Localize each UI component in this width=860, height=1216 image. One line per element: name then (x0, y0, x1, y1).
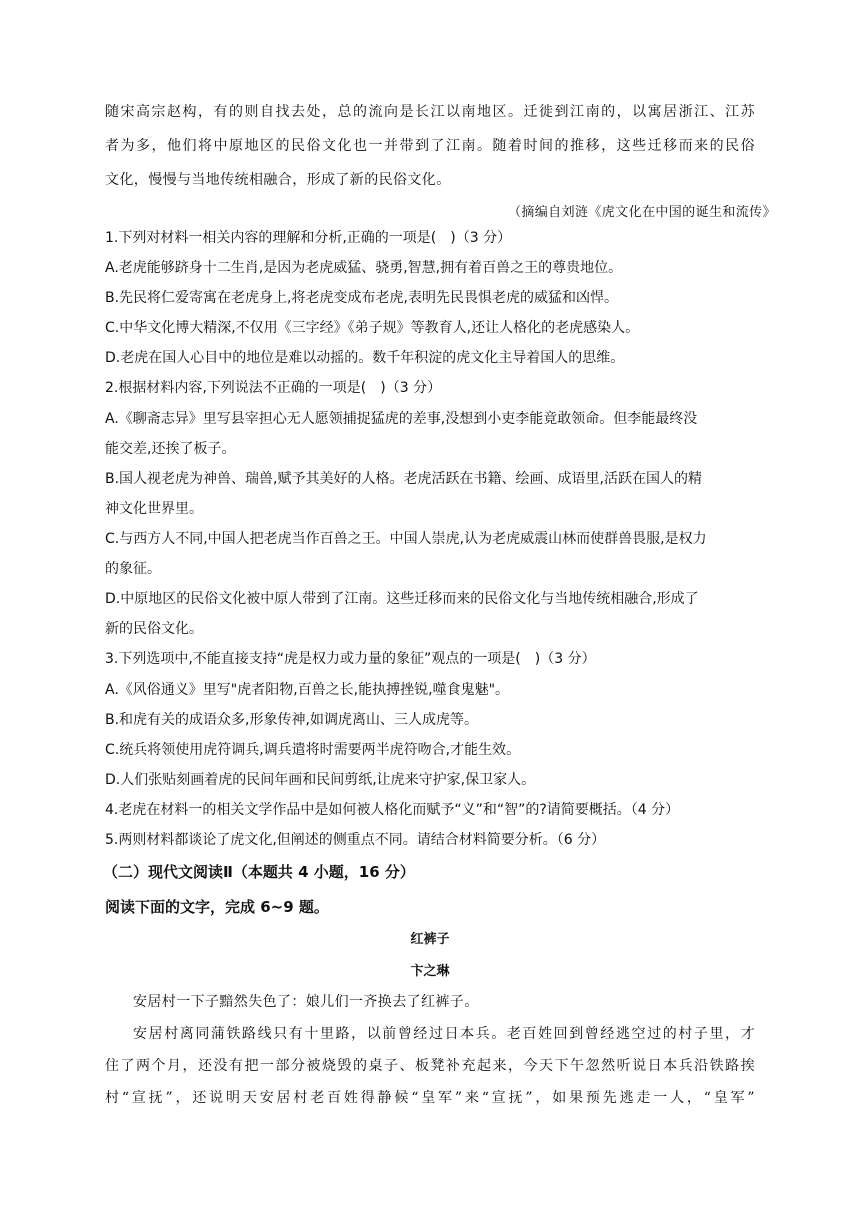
story-title: 红裤子 (410, 932, 450, 947)
question-1-stem: 1.下列对材料一相关内容的理解和分析,正确的一项是( )（3 分） (105, 230, 512, 246)
story-paragraph-2-line: 安居村离同蒲铁路线只有十里路，以前曾经过日本兵。老百姓回到曾经逃空过的村子里，才 (133, 1026, 755, 1042)
reading-instruction: 阅读下面的文字，完成 6~9 题。 (105, 898, 329, 916)
question-3-option-c: C.统兵将领使用虎符调兵,调兵遣将时需要两半虎符吻合,才能生效。 (105, 742, 521, 758)
story-paragraph-2-line: 住了两个月，还没有把一部分被烧毁的桌子、板凳补充起来，今天下午忽然听说日本兵沿铁路挨 (105, 1058, 755, 1074)
question-2-option-a-continued: 能交差,还挨了板子。 (105, 441, 236, 457)
question-2-stem: 2.根据材料内容,下列说法不正确的一项是( )（3 分） (105, 380, 442, 396)
material-text-line: 者为多，他们将中原地区的民俗文化也一并带到了江南。随着时间的推移，这些迁移而来的民俗 (105, 138, 755, 154)
question-2-option-d-continued: 新的民俗文化。 (105, 621, 203, 637)
question-3-option-a: A.《风俗通义》里写"虎者阳物,百兽之长,能执搏挫锐,噬食鬼魅"。 (105, 682, 510, 698)
material-text-line: 随宋高宗赵构，有的则自找去处，总的流向是长江以南地区。迁徙到江南的，以寓居浙江、江苏 (105, 104, 755, 120)
question-1-option-d: D.老虎在国人心目中的地位是难以动摇的。数千年积淀的虎文化主导着国人的思维。 (105, 350, 625, 366)
story-author: 卞之琳 (410, 964, 450, 979)
material-source: （摘编自刘涟《虎文化在中国的诞生和流传》 (507, 205, 776, 220)
question-1-option-a: A.老虎能够跻身十二生肖,是因为老虎威猛、骁勇,智慧,拥有着百兽之王的尊贵地位。 (105, 260, 623, 276)
question-4-stem: 4.老虎在材料一的相关文学作品中是如何被人格化而赋予“义”和“智”的?请简要概括。（4 分） (105, 802, 680, 818)
question-2-option-d: D.中原地区的民俗文化被中原人带到了江南。这些迁移而来的民俗文化与当地传统相融合,形成了 (105, 591, 699, 607)
question-2-option-a: A.《聊斋志异》里写县宰担心无人愿领捕捉猛虎的差事,没想到小吏李能竟敢领命。但李能最终没 (105, 411, 698, 427)
question-3-option-b: B.和虎有关的成语众多,形象传神,如调虎离山、三人成虎等。 (105, 712, 478, 728)
question-2-option-b-continued: 神文化世界里。 (105, 501, 203, 517)
section-heading: （二）现代文阅读Ⅱ（本题共 4 小题，16 分） (103, 863, 415, 881)
question-3-option-d: D.人们张贴刻画着虎的民间年画和民间剪纸,让虎来守护家,保卫家人。 (105, 772, 536, 788)
story-paragraph-2-line: 村“宣抚”，还说明天安居村老百姓得静候“皇军”来“宣抚”，如果预先逃走一人，“皇军” (105, 1090, 755, 1106)
question-1-option-c: C.中华文化博大精深,不仅用《三字经》《弟子规》等教育人,还让人格化的老虎感染人。 (105, 320, 640, 336)
question-5-stem: 5.两则材料都谈论了虎文化,但阐述的侧重点不同。请结合材料简要分析。（6 分） (105, 832, 606, 848)
question-2-option-b: B.国人视老虎为神兽、瑞兽,赋予其美好的人格。老虎活跃在书籍、绘画、成语里,活跃在国人的精 (105, 471, 702, 487)
question-1-option-b: B.先民将仁爱寄寓在老虎身上,将老虎变成布老虎,表明先民畏惧老虎的威猛和凶悍。 (105, 290, 618, 306)
story-paragraph-1: 安居村一下子黯然失色了：娘儿们一齐换去了红裤子。 (133, 994, 479, 1010)
question-2-option-c: C.与西方人不同,中国人把老虎当作百兽之王。中国人崇虎,认为老虎威震山林而使群兽畏服,是权力 (105, 531, 707, 547)
question-2-option-c-continued: 的象征。 (105, 561, 161, 577)
question-3-stem: 3.下列选项中,不能直接支持“虎是权力或力量的象征”观点的一项是( )（3 分） (105, 651, 596, 667)
material-text-line: 文化，慢慢与当地传统相融合，形成了新的民俗文化。 (105, 172, 451, 188)
